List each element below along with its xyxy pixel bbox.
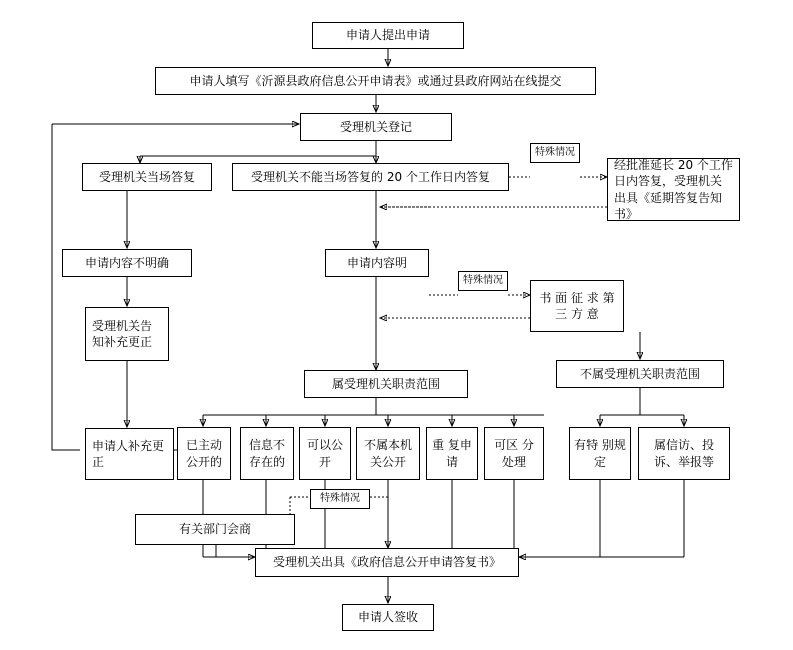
edge-label-special-case-2: 特殊情况 [458, 271, 508, 291]
node-outside-agency-duty: 不属受理机关职责范围 [556, 360, 724, 388]
node-within-agency-duty: 属受理机关职责范围 [304, 370, 468, 398]
node-applicant-receipt: 申请人签收 [342, 604, 434, 631]
node-already-public: 已主动公开的 [177, 427, 231, 480]
node-extension-approved: 经批准延长 20 个工作日内答复，受理机关出具《延期答复告知书》 [607, 158, 740, 221]
node-written-third-party-opinion: 书 面 征 求 第 三 方 意 [530, 280, 624, 332]
node-application-unclear: 申请内容不明确 [62, 249, 192, 277]
node-notify-supplement: 受理机关告知补充更正 [85, 307, 169, 361]
node-20-working-days-reply: 受理机关不能当场答复的 20 个工作日内答复 [232, 163, 509, 191]
node-fill-application-form: 申请人填写《沂源县政府信息公开申请表》或通过县政府网站在线提交 [155, 67, 596, 95]
node-special-provisions: 有特 别规定 [569, 427, 631, 480]
node-can-be-public: 可以公开 [299, 427, 351, 480]
node-separable-handling: 可区 分处理 [484, 427, 544, 480]
node-application-clear: 申请内容明 [325, 249, 429, 277]
node-onsite-reply: 受理机关当场答复 [82, 163, 212, 191]
edge-label-special-case-1: 特殊情况 [530, 143, 580, 163]
node-petition-complaint: 属信访、投诉、举报等 [638, 427, 730, 480]
node-issue-reply-document: 受理机关出具《政府信息公开申请答复书》 [255, 548, 519, 577]
node-applicant-submits: 申请人提出申请 [312, 22, 464, 49]
node-agency-registration: 受理机关登记 [300, 113, 452, 141]
node-repeat-application: 重 复申请 [426, 427, 478, 480]
edge-label-special-case-3: 特殊情况 [310, 489, 370, 509]
node-info-not-exist: 信息不存在的 [240, 427, 294, 480]
node-department-consultation: 有关部门会商 [135, 514, 295, 545]
node-not-this-agency: 不属本机关公开 [356, 427, 420, 480]
node-applicant-supplements: 申请人补充更正 [85, 428, 174, 480]
